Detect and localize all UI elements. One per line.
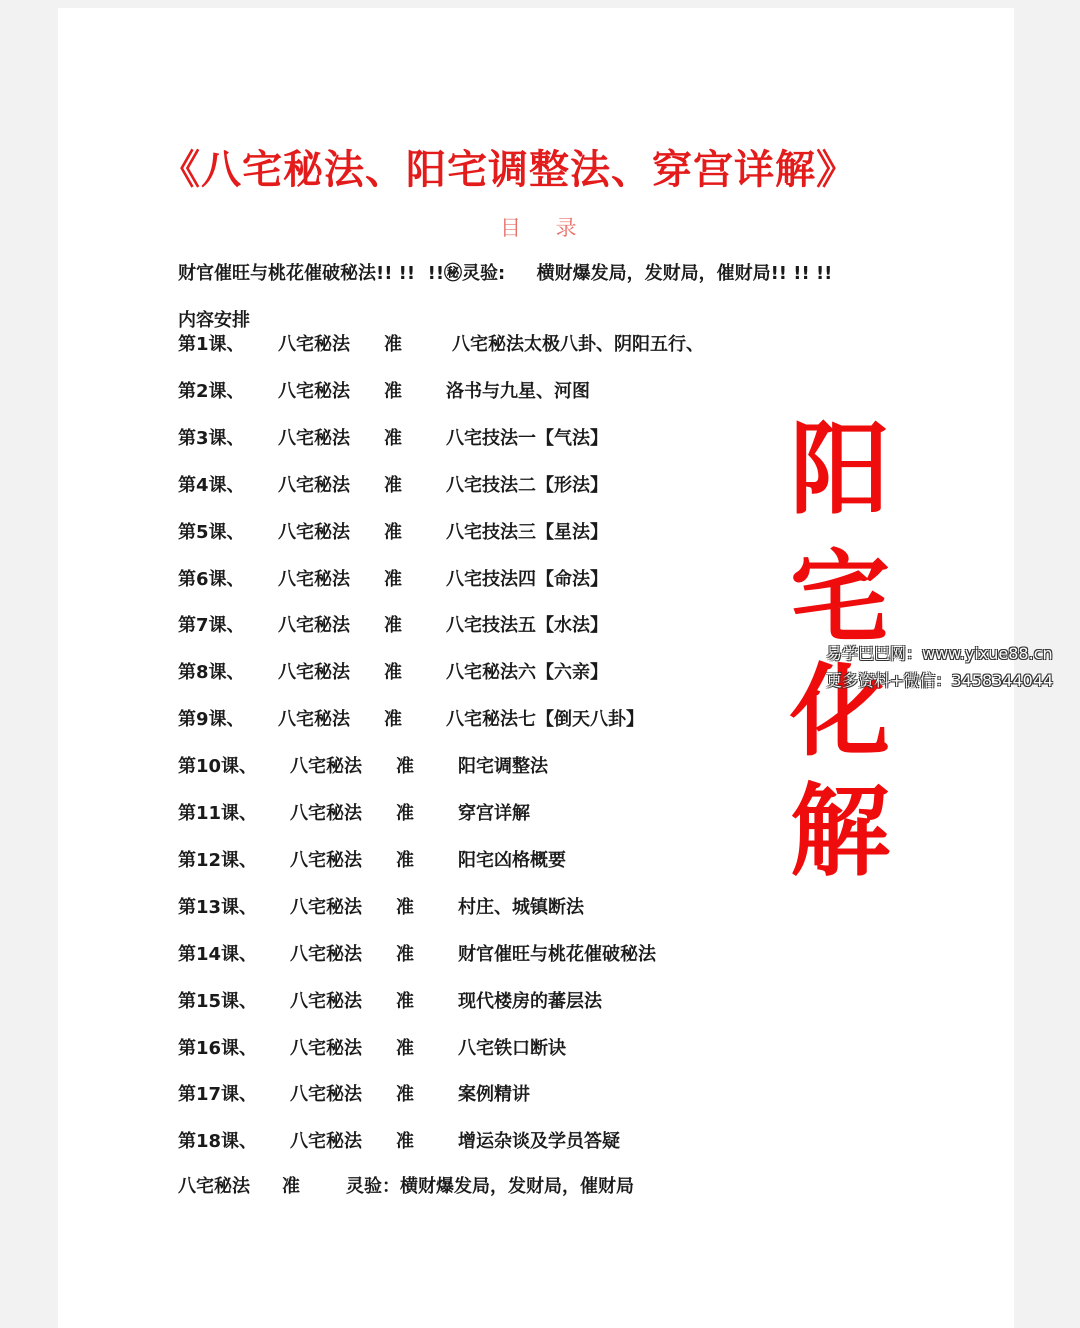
lesson-topic: 八宅秘法六【六亲】 — [446, 662, 608, 684]
watermark-line: 更多资料+微信：3458344044 — [826, 671, 1054, 690]
lesson-topic: 增运杂谈及学员答疑 — [458, 1131, 620, 1153]
lesson-topic: 八宅秘法七【倒天八卦】 — [446, 709, 644, 731]
lesson-tag: 准 — [396, 803, 414, 824]
intro-line: 财官催旺与桃花催破秘法!! !! !!㊙灵验: 横财爆发局，发财局，催财局!! !! !! — [178, 263, 833, 284]
vertical-title-char: 解 — [790, 773, 890, 890]
arrangement-label: 内容安排 — [178, 310, 250, 331]
lesson-tag: 准 — [384, 521, 402, 543]
lesson-course: 八宅秘法 — [278, 662, 350, 684]
lesson-tag: 准 — [396, 1131, 414, 1153]
lesson-tag: 准 — [396, 1084, 414, 1106]
lesson-number: 第12课、 — [178, 849, 258, 871]
lesson-topic: 阳宅调整法 — [458, 756, 548, 778]
lesson-number: 第17课、 — [178, 1084, 258, 1106]
lesson-number: 第5课、 — [178, 521, 245, 543]
lesson-topic: 八宅技法二【形法】 — [446, 474, 608, 496]
lesson-number: 第4课、 — [178, 474, 245, 496]
lesson-number: 第11课、 — [178, 803, 258, 824]
lesson-number: 第16课、 — [178, 1037, 258, 1059]
lesson-number: 第18课、 — [178, 1131, 258, 1153]
footer-course: 八宅秘法 — [178, 1176, 250, 1197]
lesson-tag: 准 — [384, 568, 402, 590]
footer-topic: 灵验：横财爆发局，发财局，催财局 — [346, 1176, 634, 1197]
vertical-title-char: 宅 — [790, 539, 890, 656]
lesson-course: 八宅秘法 — [278, 474, 350, 496]
lesson-tag: 准 — [384, 615, 402, 637]
lesson-number: 第7课、 — [178, 615, 245, 637]
lesson-tag: 准 — [384, 474, 402, 496]
lesson-number: 第13课、 — [178, 896, 258, 918]
lesson-course: 八宅秘法 — [290, 1037, 362, 1059]
lesson-topic: 八宅技法五【水法】 — [446, 615, 608, 637]
lesson-tag: 准 — [384, 334, 402, 355]
lesson-topic: 案例精讲 — [458, 1084, 530, 1106]
lesson-course: 八宅秘法 — [290, 1131, 362, 1153]
lesson-topic: 阳宅凶格概要 — [458, 849, 566, 871]
lesson-number: 第9课、 — [178, 709, 245, 731]
lesson-number: 第6课、 — [178, 568, 245, 590]
lesson-course: 八宅秘法 — [278, 709, 350, 731]
lesson-tag: 准 — [384, 709, 402, 731]
lesson-tag: 准 — [396, 990, 414, 1012]
lesson-tag: 准 — [396, 849, 414, 871]
lesson-tag: 准 — [396, 1037, 414, 1059]
lesson-tag: 准 — [384, 427, 402, 449]
vertical-title-char: 阳 — [790, 411, 890, 528]
lesson-tag: 准 — [396, 896, 414, 918]
watermark-line: 易学巴巴网：www.yixue88.cn — [826, 644, 1053, 663]
lesson-topic: 村庄、城镇断法 — [458, 896, 584, 918]
lesson-topic: 八宅技法四【命法】 — [446, 568, 608, 590]
lesson-tag: 准 — [384, 662, 402, 684]
lesson-course: 八宅秘法 — [278, 568, 350, 590]
lesson-course: 八宅秘法 — [290, 943, 362, 965]
lesson-course: 八宅秘法 — [290, 756, 362, 778]
lesson-number: 第10课、 — [178, 756, 258, 778]
lesson-course: 八宅秘法 — [290, 896, 362, 918]
lesson-tag: 准 — [384, 380, 402, 402]
lesson-topic: 八宅技法一【气法】 — [446, 427, 608, 449]
lesson-course: 八宅秘法 — [278, 427, 350, 449]
lesson-number: 第14课、 — [178, 943, 258, 965]
lesson-course: 八宅秘法 — [290, 1084, 362, 1106]
lesson-topic: 穿宫详解 — [458, 803, 530, 824]
lesson-course: 八宅秘法 — [290, 803, 362, 824]
lesson-tag: 准 — [396, 943, 414, 965]
lesson-topic: 洛书与九星、河图 — [446, 380, 590, 402]
lesson-number: 第15课、 — [178, 990, 258, 1012]
lesson-course: 八宅秘法 — [290, 849, 362, 871]
lesson-number: 第3课、 — [178, 427, 245, 449]
lesson-number: 第2课、 — [178, 380, 245, 402]
lesson-topic: 现代楼房的蕃层法 — [458, 990, 602, 1012]
lesson-topic: 八宅铁口断诀 — [458, 1037, 566, 1059]
lesson-course: 八宅秘法 — [278, 380, 350, 402]
lesson-tag: 准 — [396, 756, 414, 778]
lesson-number: 第8课、 — [178, 662, 245, 684]
lesson-course: 八宅秘法 — [278, 334, 350, 355]
lesson-course: 八宅秘法 — [290, 990, 362, 1012]
lesson-number: 第1课、 — [178, 334, 245, 355]
lesson-topic: 八宅秘法太极八卦、阴阳五行、 — [452, 334, 704, 355]
vertical-title-char: 化 — [790, 653, 890, 770]
lesson-topic: 财官催旺与桃花催破秘法 — [458, 943, 656, 965]
lesson-course: 八宅秘法 — [278, 615, 350, 637]
toc-heading: 目 录 — [500, 216, 591, 240]
document-title: 《八宅秘法、阳宅调整法、穿宫详解》 — [160, 147, 857, 193]
lesson-course: 八宅秘法 — [278, 521, 350, 543]
footer-tag: 准 — [282, 1176, 300, 1197]
lesson-topic: 八宅技法三【星法】 — [446, 521, 608, 543]
